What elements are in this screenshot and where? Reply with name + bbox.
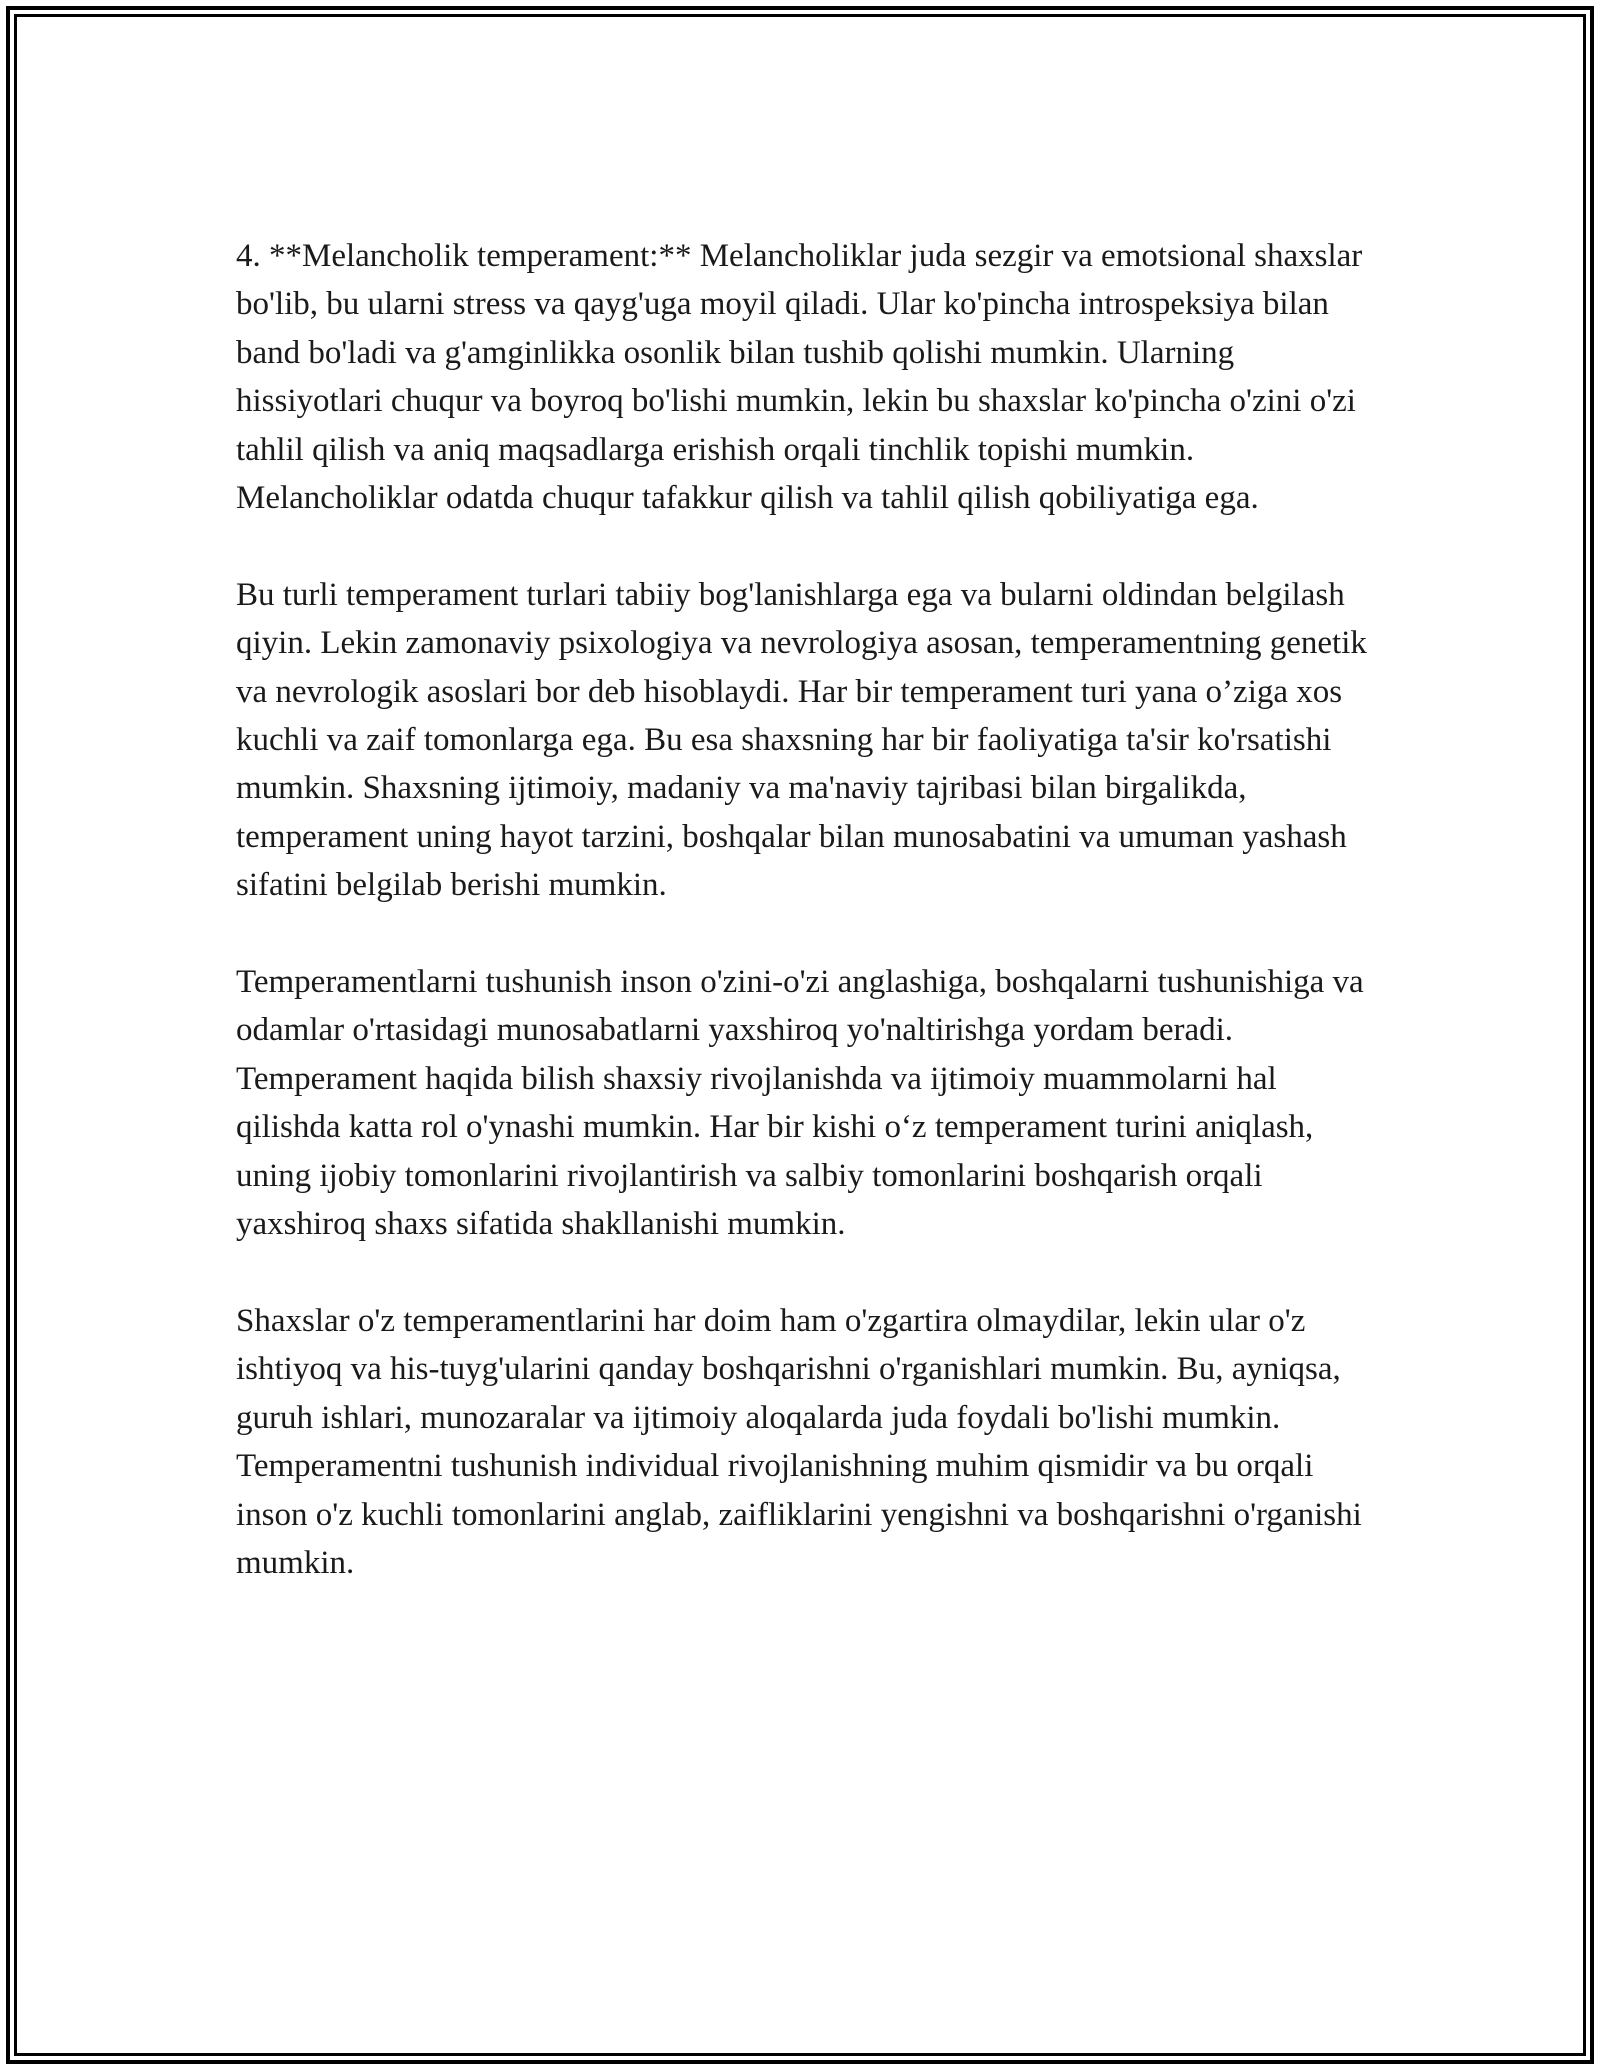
paragraph-understanding-temperaments: Temperamentlarni tushunish inson o'zini-o'zi anglashiga, boshqalarni tushunishiga va odamlar o'rtasidagi munosabatlarni yaxshiroq yo'naltirishga yordam beradi. Temperament haqida bilish shaxsiy rivojlanishda va ijtimoiy muammolarni hal qilishda katta rol o'ynashi mumkin. Har bir kishi o‘z temperament turini aniqlash, uning ijobiy tomonlarini rivojlantirish va salbiy tomonlarini boshqarish orqali yaxshiroq shaxs sifatida shakllanishi mumkin. xyxy=(236,964,1364,1243)
paragraph-melancholic: 4. **Melancholik temperament:** Melancholiklar juda sezgir va emotsional shaxslar bo'lib, bu ularni stress va qayg'uga moyil qiladi. Ular ko'pincha introspeksiya bilan band bo'ladi va g'amginlikka osonlik bilan tushib qolishi mumkin. Ularning hissiyotlari chuqur va boyroq bo'lishi mumkin, lekin bu shaxslar ko'pincha o'zini o'zi tahlil qilish va aniq maqsadlarga erishish orqali tinchlik topishi mumkin. Melancholiklar odatda chuqur tafakkur qilish va tahlil qilish qobiliyatiga ega. xyxy=(236,238,1363,517)
paragraph-managing-temperaments: Shaxslar o'z temperamentlarini har doim ham o'zgartira olmaydilar, lekin ular o'z ishtiyoq va his-tuyg'ularini qanday boshqarishni o'rganishlari mumkin. Bu, ayniqsa, guruh ishlari, munozaralar va ijtimoiy aloqalarda juda foydali bo'lishi mumkin. Temperamentni tushunish individual rivojlanishning muhim qismidir va bu orqali inson o'z kuchli tomonlarini anglab, zaifliklarini yengishni va boshqarishni o'rganishi mumkin. xyxy=(236,1302,1362,1581)
paragraph-temperament-types: Bu turli temperament turlari tabiiy bog'lanishlarga ega va bularni oldindan belgilash qiyin. Lekin zamonaviy psixologiya va nevrologiya asosan, temperamentning genetik va nevrologik asoslari bor deb hisoblaydi. Har bir temperament turi yana o’ziga xos kuchli va zaif tomonlarga ega. Bu esa shaxsning har bir faoliyatiga ta'sir ko'rsatishi mumkin. Shaxsning ijtimoiy, madaniy va ma'naviy tajribasi bilan birgalikda, temperament uning hayot tarzini, boshqalar bilan munosabatini va umuman yashash sifatini belgilab berishi mumkin. xyxy=(236,576,1367,904)
document-body xyxy=(236,232,1376,1636)
